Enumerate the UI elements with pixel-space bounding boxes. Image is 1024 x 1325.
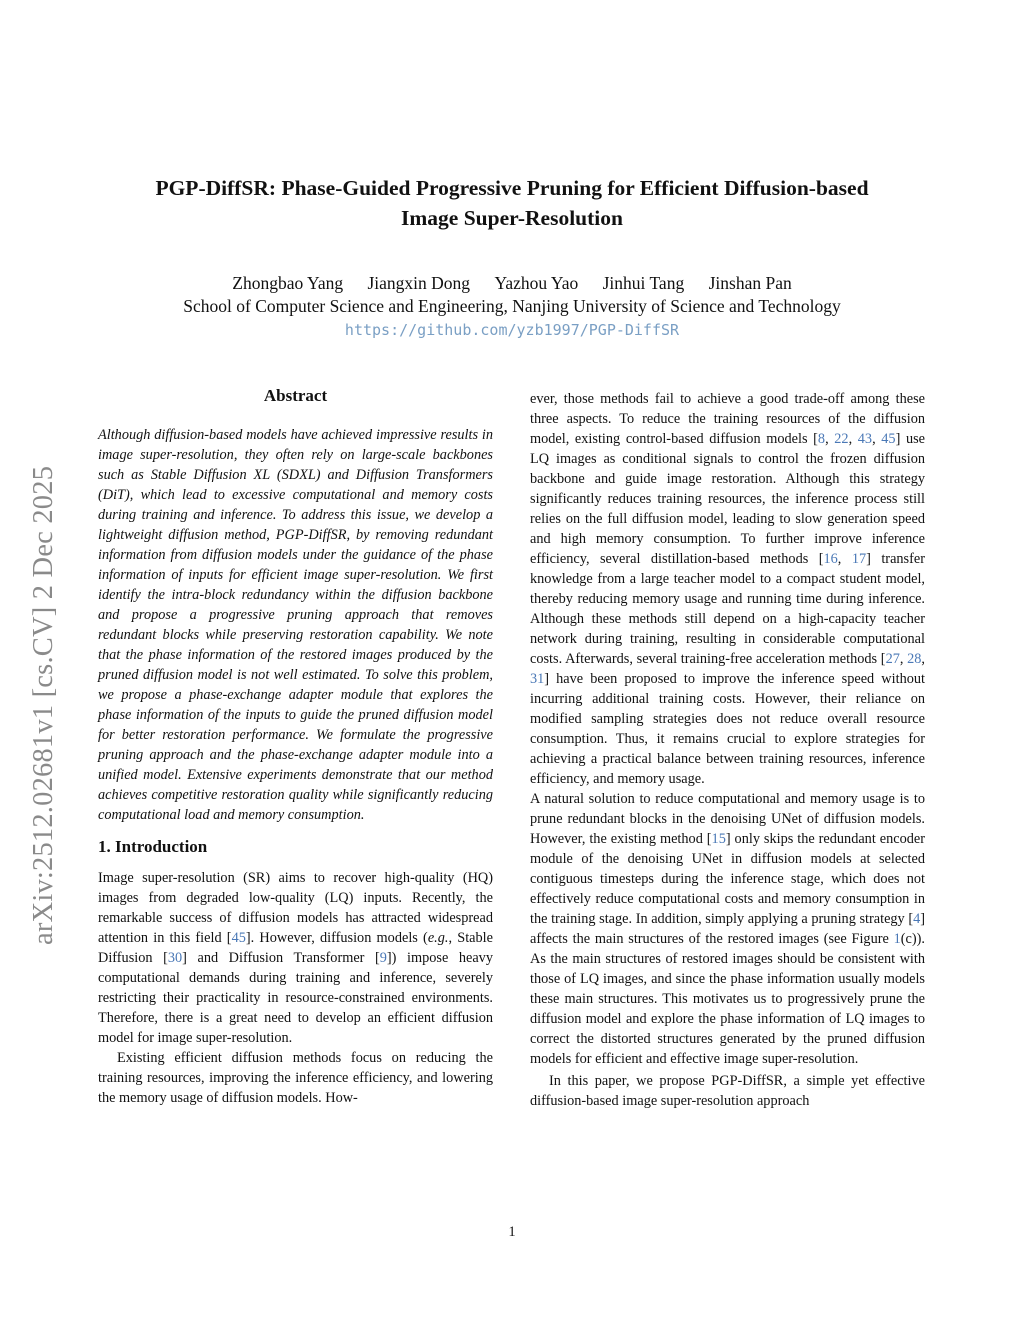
intro-paragraph-5: In this paper, we propose PGP-DiffSR, a simple yet effective diffusion-based image super-resolution approach (530, 1073, 925, 1109)
text-run: ] have been proposed to improve the inference speed without incurring additional training costs. However, their reliance on modified sampling strategies does not reduce overall resource consumption. Thus, it remains crucial to explore strategies for achieving a practical balance between training resources, inference efficiency, and memory usage. (530, 671, 925, 787)
intro-paragraph-2: Existing efficient diffusion methods focus on reducing the training resources, improving the inference efficiency, and lowering the memory usage of diffusion models. How- (98, 1050, 493, 1106)
paper-title (90, 173, 934, 233)
citation-link[interactable]: 9 (379, 950, 387, 966)
figure-link[interactable]: 1 (893, 931, 901, 947)
citation-link[interactable]: 31 (530, 671, 545, 687)
text-run: ]. However, diffusion models ( (245, 930, 428, 946)
page-number: 1 (508, 1224, 516, 1240)
author-name: Jiangxin Dong (367, 273, 471, 293)
text-run: ever, those methods fail to achieve a good trade-off among these three aspects. To reduce the training resources of the diffusion model, existing control-based diffusion models [ (530, 391, 925, 447)
citation-link[interactable]: 27 (885, 651, 900, 667)
repo-link[interactable]: https://github.com/yzb1997/PGP-DiffSR (344, 321, 680, 339)
title-line-1: PGP-DiffSR: Phase-Guided Progressive Pruning for Efficient Diffusion-based (155, 176, 869, 200)
arxiv-stamp: arXiv:2512.02681v1 [cs.CV] 2 Dec 2025 (28, 465, 59, 945)
citation-link[interactable]: 8 (817, 431, 826, 447)
citation-link[interactable]: 45 (881, 431, 896, 447)
citation-link[interactable]: 22 (834, 431, 849, 447)
author-name: Jinhui Tang (602, 273, 685, 293)
abstract-heading: Abstract (263, 386, 328, 405)
text-run: (c)). As the main structures of restored images should be consistent with those of LQ images, and since the phase information usually models these main structures. This motivates us to progressively prune the diffusion model and explore the phase information of LQ images to correct the distorted structures generated by the pruned diffusion models for efficient and effective image super-resolution. (530, 931, 925, 1067)
right-column (530, 389, 925, 1111)
text-run: A natural solution to reduce computational and memory usage is to prune redundant blocks in the denoising UNet of diffusion models. However, the existing method [ (530, 791, 925, 847)
text-run: ]) impose heavy computational demands during training and inference, severely restricting their practicality in resource-constrained environments. Therefore, there is a great need to develop an efficient diffusion model for image super-resolution. (98, 950, 493, 1046)
intro-paragraph-1 (98, 868, 493, 1048)
left-column (98, 384, 493, 1108)
abstract-text: Although diffusion-based models have achieved impressive results in image super-resolution, they often rely on large-scale backbones such as Stable Diffusion XL (SDXL) and Diffusion Transformers (DiT), which lead to excessive computational and memory costs during training and inference. To address this issue, we develop a lightweight diffusion method, PGP-DiffSR, by removing redundant information from diffusion models under the guidance of the phase information of inputs for efficient image super-resolution. We first identify the intra-block redundancy within the diffusion backbone and propose a progressive pruning approach that removes redundant blocks while preserving restoration capability. We note that the phase information of the restored images produced by the pruned diffusion model is not well estimated. To solve this problem, we propose a phase-exchange adapter module that explores the phase information of the inputs to guide the pruned diffusion model for better restoration performance. We formulate the progressive pruning approach and the phase-exchange adapter module into a unified model. Extensive experiments demonstrate that our method achieves competitive restoration quality while significantly reducing computational load and memory consumption. (98, 427, 493, 823)
text-run: ] only skips the redundant encoder module of the denoising UNet in diffusion models at selected contiguous timesteps during the inference stage, which does not effectively reduce computational costs and memory consumption in the training stage. In addition, simply applying a pruning strategy [ (530, 831, 925, 927)
citation-link[interactable]: 30 (167, 950, 183, 966)
author-name: Zhongbao Yang (232, 273, 344, 293)
intro-paragraph-4 (530, 789, 925, 1069)
text-run: ] transfer knowledge from a large teacher model to a compact student model, thereby reducing memory usage and running time during inference. Although these methods still depend on a high-capacity teacher network during training, resulting in considerable computational costs. Afterwards, several training-free acceleration methods [ (530, 551, 925, 667)
text-run: Image super-resolution (SR) aims to recover high-quality (HQ) images from degraded low-quality (LQ) inputs. Recently, the remarkable success of diffusion models has attracted widespread attention in this field [ (98, 870, 493, 946)
title-line-2: Image Super-Resolution (401, 206, 623, 230)
citation-link[interactable]: 16 (823, 551, 838, 567)
citation-link[interactable]: 43 (857, 431, 873, 447)
text-run: ] use LQ images as conditional signals to control the frozen diffusion backbone and guide image restoration. Although this strategy significantly reduces training resources, the inference process still relies on the full diffusion model, leading to slow generation speed and high memory consumption. To further improve inference efficiency, several distillation-based methods [ (530, 431, 925, 567)
affiliation: School of Computer Science and Engineering, Nanjing University of Science and Technology (183, 296, 841, 316)
citation-link[interactable]: 15 (711, 831, 726, 847)
section-heading: 1. Introduction (98, 837, 208, 856)
text-run: ] and Diffusion Transformer [ (182, 950, 380, 966)
author-list (60, 271, 964, 295)
citation-link[interactable]: 45 (231, 930, 246, 946)
text-run: ] affects the main structures of the restored images (see Figure (530, 911, 925, 947)
citation-link[interactable]: 4 (913, 911, 921, 927)
citation-link[interactable]: 17 (851, 551, 867, 567)
text-run: e.g. (427, 930, 449, 946)
author-name: Jinshan Pan (708, 273, 792, 293)
intro-paragraph-3: ever, those methods fail to achieve a good trade-off among these three aspects. To reduce the training resources of the diffusion model, existing control-based diffusion models [8, 22, 43, 45] use LQ images as conditional signals to control the frozen diffusion backbone and guide image restoration. Although this strategy significantly reduces training resources, the inference process still relies on the full diffusion model, leading to slow generation speed and high memory consumption. To further improve inference efficiency, several distillation-based methods [16, 17] transfer knowledge from a large teacher model to a compact student model, thereby reducing memory usage and running time during inference. Although these methods still depend on a high-capacity teacher network during training, resulting in considerable computational costs. Afterwards, several training-free acceleration methods [27, 28, 31] have been proposed to improve the inference speed without incurring additional training costs. However, their reliance on modified sampling strategies does not reduce overall resource consumption. Thus, it remains crucial to explore strategies for achieving a practical balance between training resources, inference efficiency, and memory usage. (530, 391, 925, 787)
text-run: , Stable Diffusion [ (98, 930, 493, 966)
author-name: Yazhou Yao (494, 273, 579, 293)
citation-link[interactable]: 28 (907, 651, 922, 667)
